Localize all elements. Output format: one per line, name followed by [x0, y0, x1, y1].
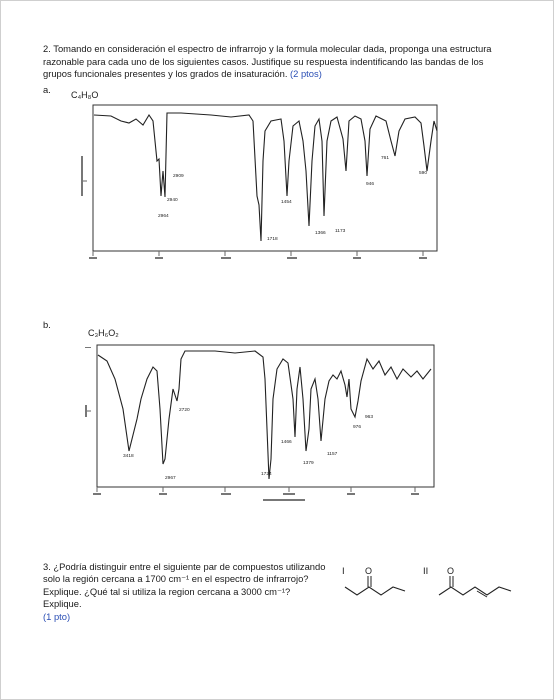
ir-spectrum-b	[85, 339, 440, 504]
compound-i-oxygen: O	[365, 566, 373, 576]
peak-b-2967: 2967	[165, 476, 176, 481]
case-a-formula: C₄H₈O	[71, 90, 99, 100]
peak-a-1366: 1366	[315, 231, 326, 236]
question-3-points: (1 pto)	[43, 610, 71, 622]
question-2-points: (2 ptos)	[290, 68, 322, 80]
peak-b-1724: 1724	[261, 472, 272, 477]
spectrum-b-trace	[98, 351, 431, 479]
compound-ii-structure	[435, 561, 515, 606]
question-2	[43, 43, 513, 81]
question-3	[43, 561, 328, 623]
case-b-formula: C₃H₆O₂	[88, 328, 119, 338]
compound-i-structure	[341, 561, 411, 606]
peak-b-976: 976	[353, 425, 362, 430]
spectrum-a-trace	[94, 113, 437, 241]
peak-b-2720: 2720	[179, 408, 190, 413]
peak-a-1454: 1454	[281, 200, 292, 205]
compound-i-label: I	[342, 565, 345, 576]
peak-a-2909: 2909	[173, 174, 184, 179]
peak-b-3418: 3418	[123, 454, 134, 459]
peak-b-1157: 1157	[327, 452, 338, 457]
case-b-label: b.	[43, 319, 51, 330]
peak-a-2964: 2964	[158, 214, 169, 219]
peak-b-1466: 1466	[281, 440, 292, 445]
compound-ii-oxygen: O	[447, 566, 455, 576]
question-2-text: 2. Tomando en consideración el espectro de infrarrojo y la formula molecular dada, proponga una estructura razonable para cada uno de los siguientes casos. Justifique su respuesta indentificando las bandas de los grupos funcionales presentes y los grados de insaturación.	[43, 43, 492, 80]
question-3-text: 3. ¿Podría distinguir entre el siguiente par de compuestos utilizando solo la región cercana a 1700 cm⁻¹ en el espectro de infrarrojo? Explique. ¿Qué tal si utiliza la region cercana a 3000 cm⁻¹? Explique.	[43, 561, 326, 610]
case-a-label: a.	[43, 84, 51, 95]
peak-a-1173: 1173	[335, 229, 346, 234]
peak-a-946: 946	[366, 182, 375, 187]
compound-ii-label: II	[423, 565, 429, 576]
peak-a-761: 761	[381, 156, 390, 161]
ir-spectrum-a	[81, 101, 441, 266]
peak-a-1718: 1718	[267, 237, 278, 242]
peak-a-2940: 2940	[167, 198, 178, 203]
peak-b-1379: 1379	[303, 461, 314, 466]
peak-b-963: 963	[365, 415, 374, 420]
peak-a-590: 590	[419, 171, 428, 176]
